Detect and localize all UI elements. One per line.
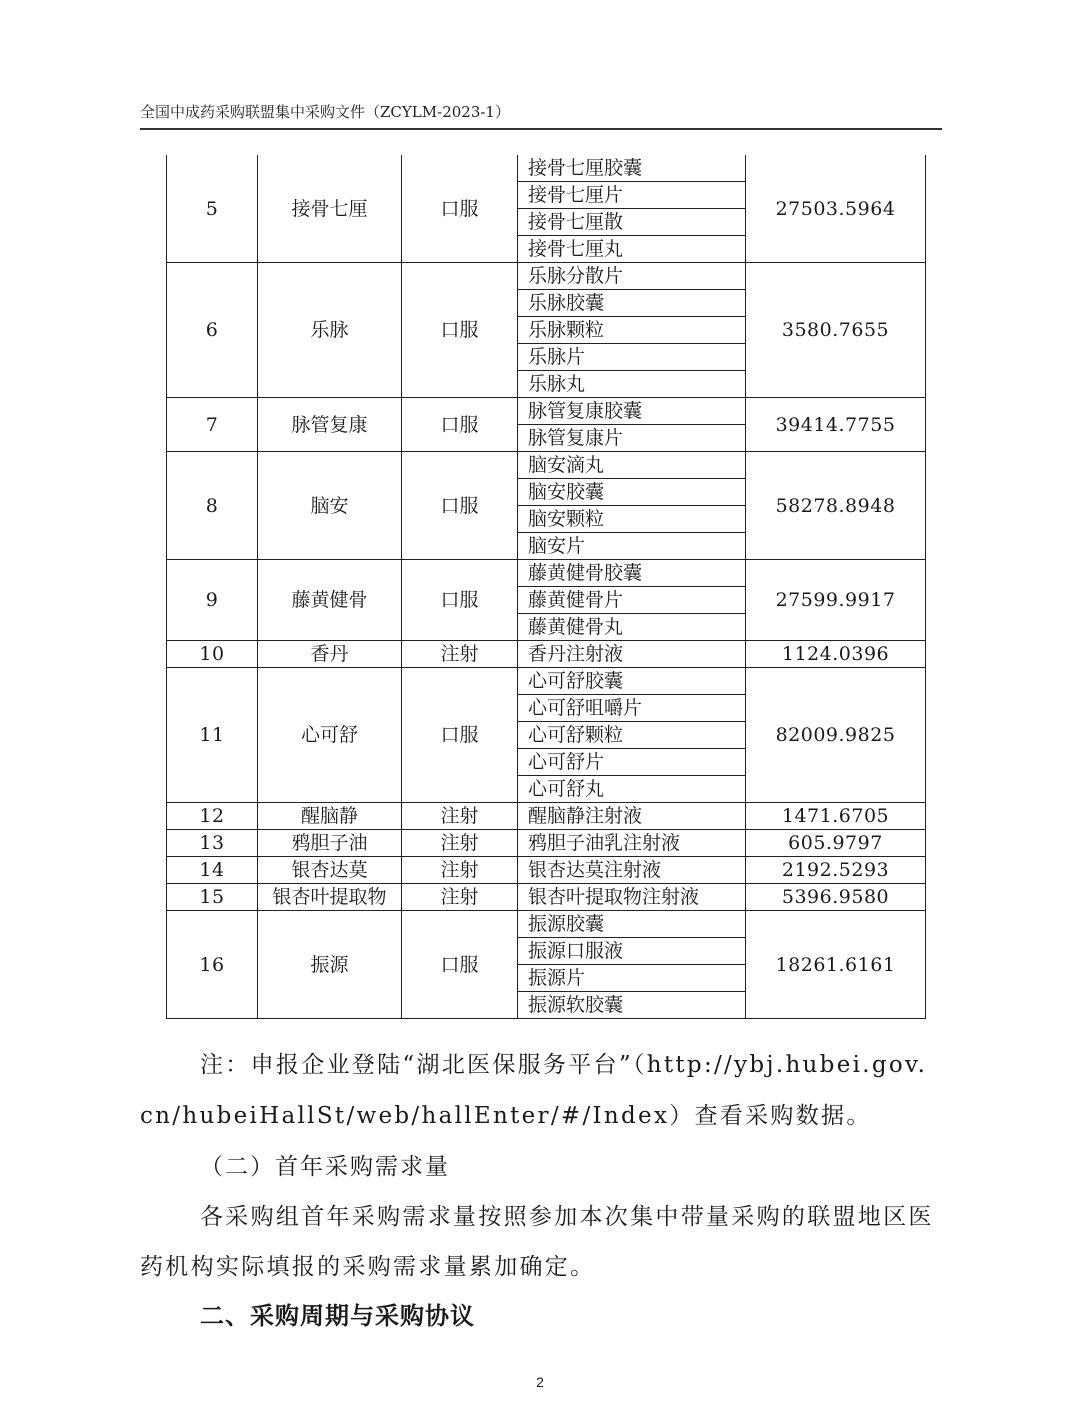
table-row [167, 803, 926, 830]
dosage-form: 鸦胆子油乳注射液 [528, 832, 681, 854]
row-number: 11 [167, 668, 258, 803]
row-number: 8 [167, 452, 258, 560]
dosage-form: 乐脉胶囊 [518, 289, 745, 316]
dosage-form: 脉管复康胶囊 [528, 400, 643, 422]
product-table [166, 155, 926, 1019]
subsection-body-line-1: 各采购组首年采购需求量按照参加本次集中带量采购的联盟地区医 [200, 1204, 934, 1230]
table-row [167, 641, 926, 668]
dosage-form: 振源片 [518, 964, 745, 991]
dosage-form: 振源软胶囊 [518, 991, 745, 1018]
purchase-amount: 5396.9580 [746, 884, 926, 911]
purchase-amount: 2192.5293 [746, 857, 926, 884]
dosage-form: 接骨七厘散 [518, 208, 745, 235]
product-name: 鸦胆子油 [258, 830, 402, 857]
purchase-amount: 18261.6161 [746, 911, 926, 1019]
product-name: 银杏叶提取物 [258, 884, 402, 911]
dosage-form: 乐脉颗粒 [518, 316, 745, 343]
purchase-amount: 1471.6705 [746, 803, 926, 830]
administration-route: 口服 [402, 398, 518, 452]
product-name: 香丹 [258, 641, 402, 668]
dosage-form: 银杏达莫注射液 [528, 859, 662, 881]
dosage-form: 乐脉分散片 [528, 265, 624, 287]
dosage-forms-cell [518, 857, 746, 884]
product-name: 脉管复康 [258, 398, 402, 452]
page-number: 2 [536, 1374, 544, 1390]
administration-route: 注射 [402, 884, 518, 911]
administration-route: 注射 [402, 641, 518, 668]
table-row [167, 452, 926, 560]
dosage-forms-cell [518, 398, 746, 452]
row-number: 12 [167, 803, 258, 830]
row-number: 9 [167, 560, 258, 641]
administration-route: 口服 [402, 155, 518, 263]
dosage-form: 振源口服液 [518, 937, 745, 964]
dosage-form: 接骨七厘片 [518, 181, 745, 208]
administration-route: 注射 [402, 803, 518, 830]
dosage-forms-cell [518, 641, 746, 668]
product-name: 心可舒 [258, 668, 402, 803]
dosage-form: 香丹注射液 [528, 643, 624, 665]
dosage-form: 接骨七厘丸 [518, 235, 745, 262]
table-row [167, 911, 926, 1019]
dosage-form: 藤黄健骨片 [518, 586, 745, 613]
product-table-body [167, 155, 926, 1019]
dosage-forms-cell [518, 668, 746, 803]
administration-route: 注射 [402, 857, 518, 884]
table-row [167, 830, 926, 857]
product-name: 脑安 [258, 452, 402, 560]
administration-route: 口服 [402, 263, 518, 398]
product-name: 乐脉 [258, 263, 402, 398]
dosage-form: 醒脑静注射液 [528, 805, 643, 827]
dosage-form: 乐脉片 [518, 343, 745, 370]
dosage-form: 藤黄健骨胶囊 [528, 562, 643, 584]
administration-route: 口服 [402, 668, 518, 803]
table-row [167, 668, 926, 803]
section-heading: 二、采购周期与采购协议 [200, 1302, 475, 1330]
row-number: 6 [167, 263, 258, 398]
subsection-heading: （二）首年采购需求量 [200, 1154, 450, 1180]
table-row [167, 398, 926, 452]
purchase-amount: 605.9797 [746, 830, 926, 857]
purchase-amount: 1124.0396 [746, 641, 926, 668]
purchase-amount: 82009.9825 [746, 668, 926, 803]
dosage-forms-cell [518, 803, 746, 830]
dosage-form: 脑安胶囊 [518, 478, 745, 505]
row-number: 13 [167, 830, 258, 857]
table-row [167, 155, 926, 263]
row-number: 15 [167, 884, 258, 911]
table-row [167, 884, 926, 911]
row-number: 16 [167, 911, 258, 1019]
product-name: 醒脑静 [258, 803, 402, 830]
purchase-amount: 3580.7655 [746, 263, 926, 398]
dosage-form: 心可舒胶囊 [528, 670, 624, 692]
administration-route: 口服 [402, 452, 518, 560]
administration-route: 口服 [402, 911, 518, 1019]
dosage-form: 脑安滴丸 [528, 454, 605, 476]
document-header: 全国中成药采购联盟集中采购文件（ZCYLM-2023-1） [140, 103, 510, 121]
dosage-forms-cell [518, 830, 746, 857]
product-name: 接骨七厘 [258, 155, 402, 263]
dosage-form: 心可舒咀嚼片 [518, 694, 745, 721]
administration-route: 注射 [402, 830, 518, 857]
dosage-form: 银杏叶提取物注射液 [528, 886, 700, 908]
dosage-form: 脉管复康片 [518, 424, 745, 451]
product-name: 振源 [258, 911, 402, 1019]
purchase-amount: 27503.5964 [746, 155, 926, 263]
header-divider [140, 128, 942, 130]
table-row [167, 560, 926, 641]
dosage-forms-cell [518, 263, 746, 398]
dosage-forms-cell [518, 884, 746, 911]
table-row [167, 857, 926, 884]
product-name: 银杏达莫 [258, 857, 402, 884]
purchase-amount: 58278.8948 [746, 452, 926, 560]
row-number: 7 [167, 398, 258, 452]
dosage-form: 接骨七厘胶囊 [528, 157, 643, 179]
dosage-form: 脑安颗粒 [518, 505, 745, 532]
dosage-forms-cell [518, 911, 746, 1019]
note-line-1: 注：申报企业登陆“湖北医保服务平台”（http://ybj.hubei.gov. [200, 1052, 928, 1078]
dosage-form: 心可舒丸 [518, 775, 745, 802]
subsection-body-line-2: 药机构实际填报的采购需求量累加确定。 [140, 1254, 596, 1280]
purchase-amount: 39414.7755 [746, 398, 926, 452]
dosage-forms-cell [518, 560, 746, 641]
dosage-forms-cell [518, 155, 746, 263]
note-line-2: cn/hubeiHallSt/web/hallEnter/#/Index）查看采购数据。 [140, 1103, 872, 1129]
table-row [167, 263, 926, 398]
dosage-form: 心可舒颗粒 [518, 721, 745, 748]
dosage-form: 脑安片 [518, 532, 745, 559]
dosage-forms-cell [518, 452, 746, 560]
dosage-form: 藤黄健骨丸 [518, 613, 745, 640]
dosage-form: 振源胶囊 [528, 913, 605, 935]
row-number: 14 [167, 857, 258, 884]
row-number: 10 [167, 641, 258, 668]
administration-route: 口服 [402, 560, 518, 641]
dosage-form: 乐脉丸 [518, 370, 745, 397]
product-name: 藤黄健骨 [258, 560, 402, 641]
row-number: 5 [167, 155, 258, 263]
dosage-form: 心可舒片 [518, 748, 745, 775]
purchase-amount: 27599.9917 [746, 560, 926, 641]
